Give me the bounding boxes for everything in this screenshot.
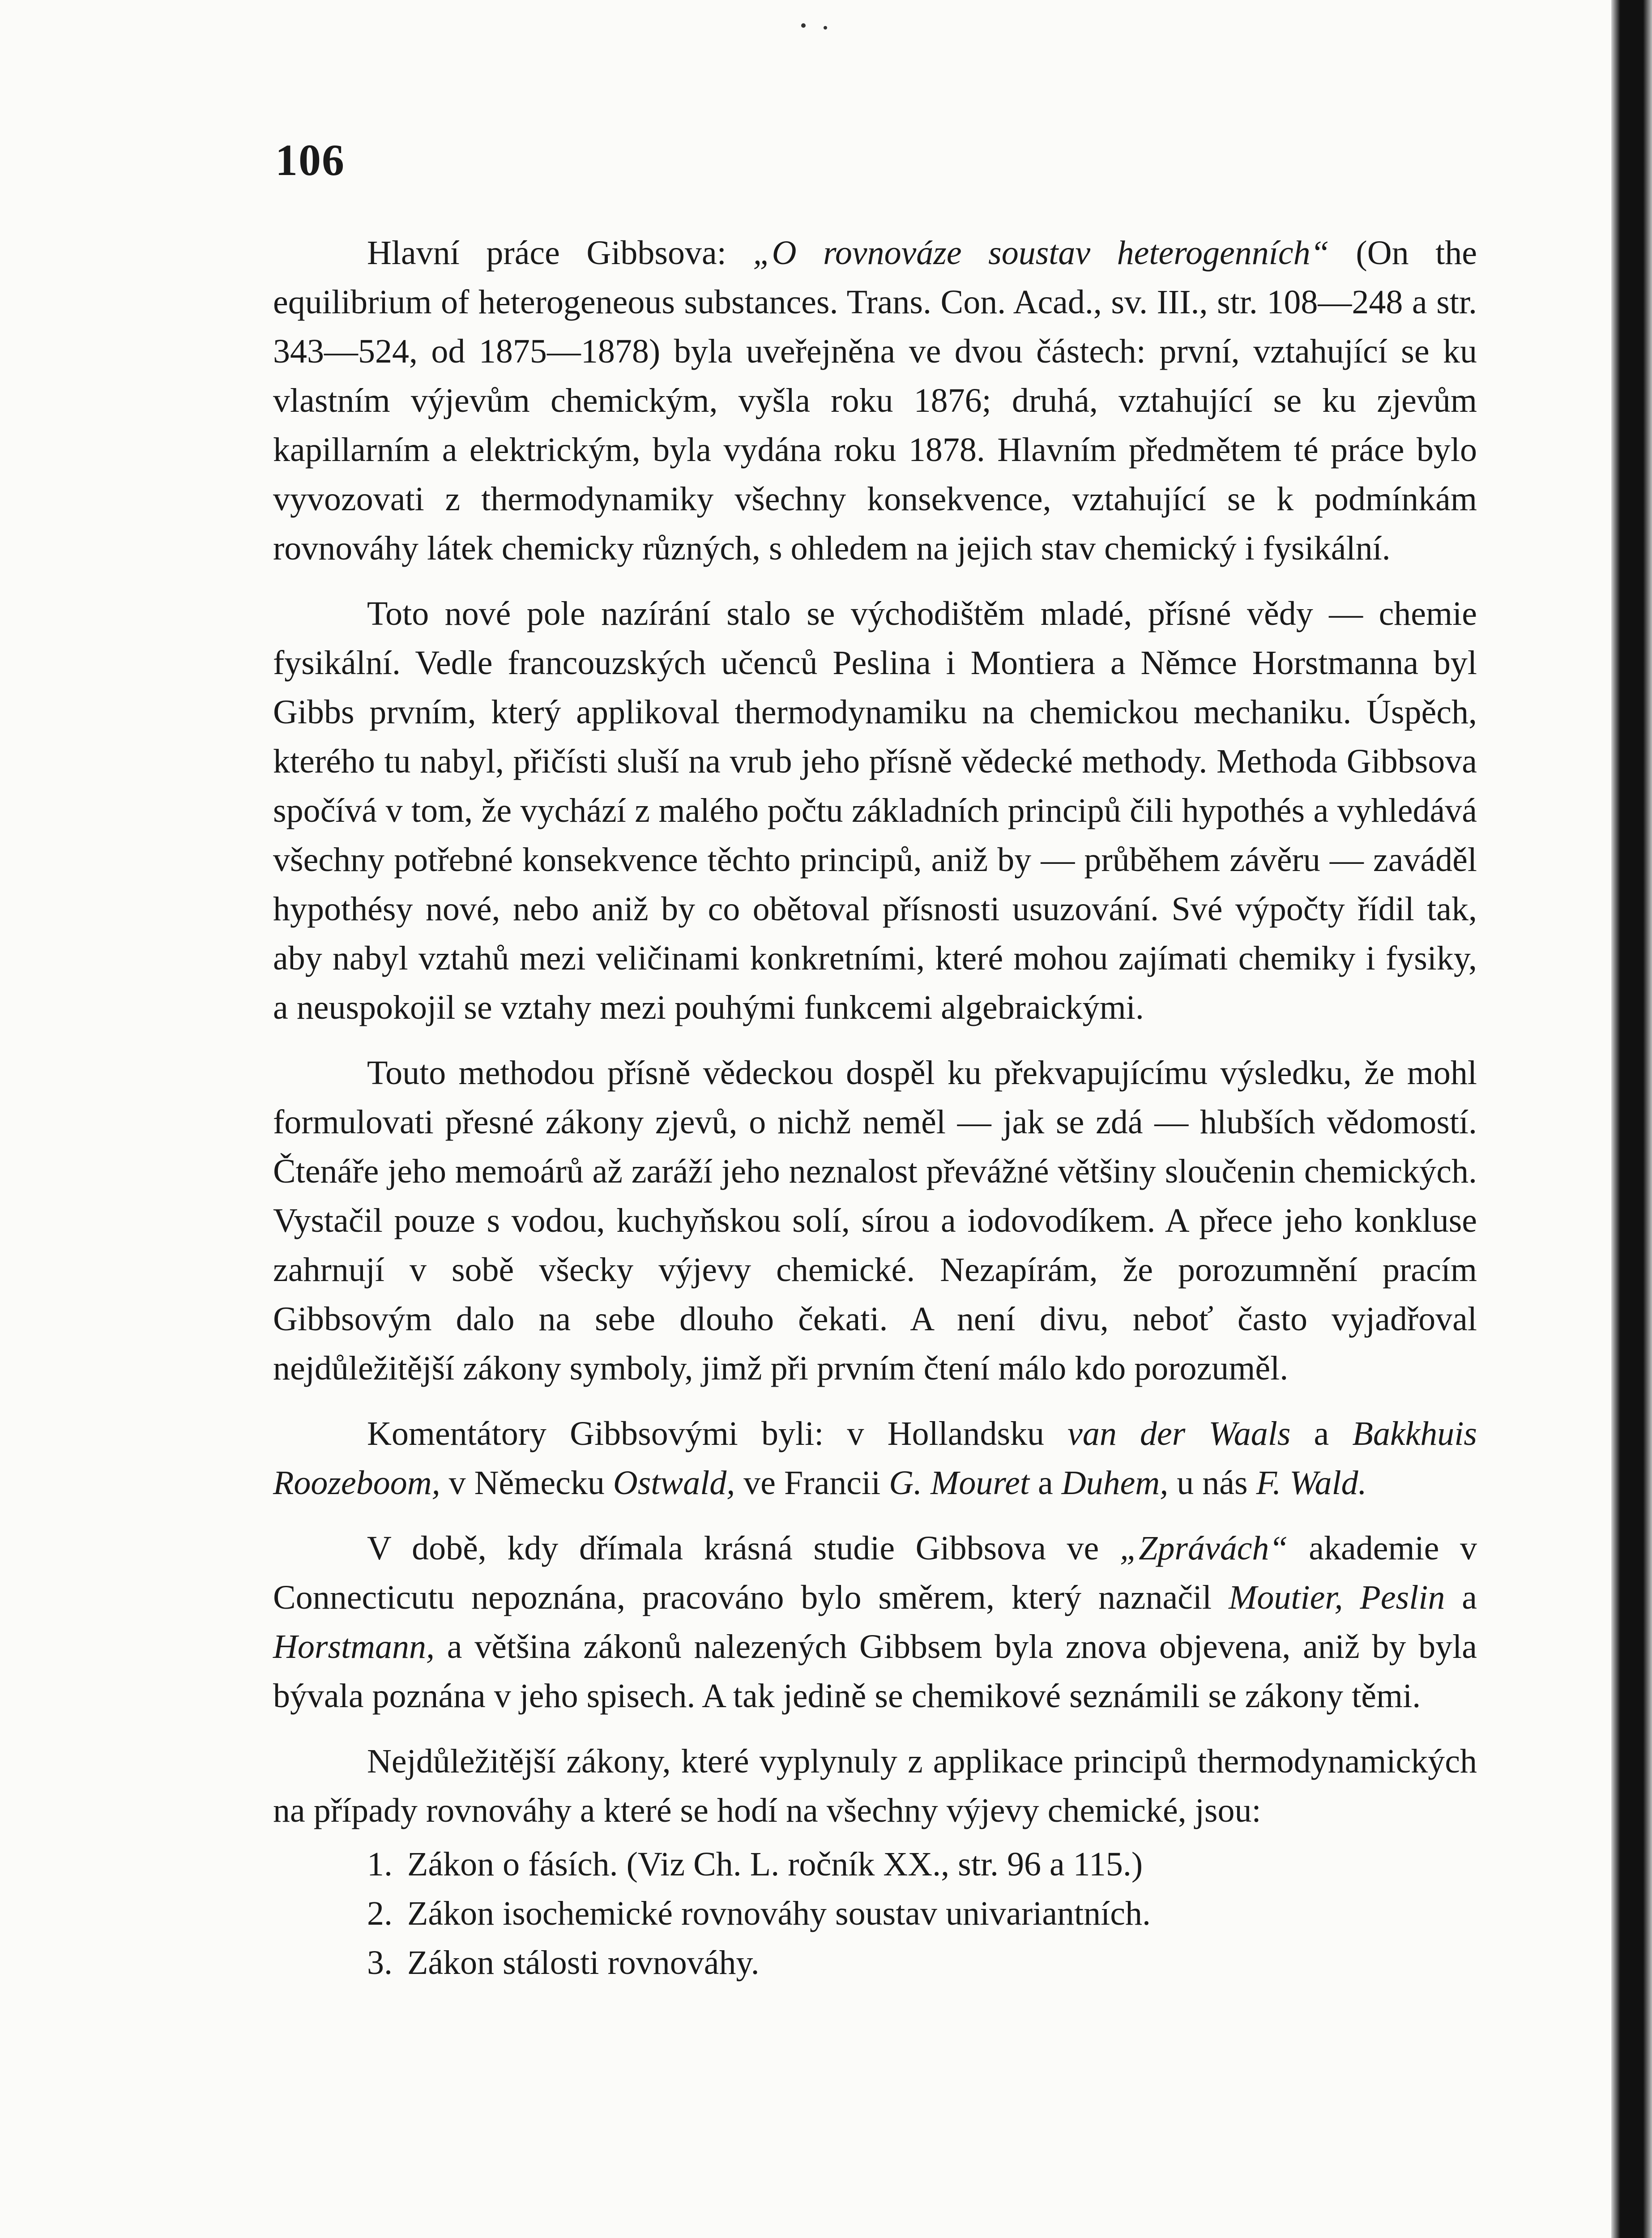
scan-speck — [801, 23, 806, 28]
list-item — [273, 1889, 1477, 1938]
scan-speck — [824, 26, 827, 30]
text-run: Touto methodou přísně vědeckou dospěl ku překvapujícímu výsledku, že mohl formulovati přesné zákony zjevů, o nichž neměl — jak se zdá — hlubších vědomostí. Čtenáře jeho memoárů až zaráží jeho neznalost převážné většiny sloučenin chemických. Vystačil pouze s vodou, kuchyňskou solí, sírou a iodovodíkem. A přece jeho konkluse zahrnují v sobě všecky výjevy chemické. Nezapírám, že porozumnění pracím Gibbsovým dalo na sebe dlouho čekati. A není divu, neboť často vyjadřoval nejdůležitější zákony symboly, jimž při prvním čtení málo kdo porozuměl. — [273, 1054, 1477, 1387]
text-run: a většina zákonů nalezených Gibbsem byla znova objevena, aniž by byla bývala poznána v jeho spisech. A tak jedině se chemikové seznámili se zákony těmi. — [273, 1628, 1477, 1715]
text-run: ve Francii — [735, 1464, 889, 1502]
paragraph — [273, 1048, 1477, 1393]
paragraph — [273, 589, 1477, 1032]
italic-text: „O rovnováze soustav heterogenních“ — [753, 234, 1329, 272]
list-number: 1. — [367, 1845, 393, 1883]
paragraph — [273, 1737, 1477, 1835]
italic-text: van der Waals — [1067, 1415, 1291, 1452]
italic-text: Moutier, Peslin — [1229, 1579, 1445, 1616]
italic-text: G. Mouret — [889, 1464, 1030, 1502]
italic-text: F. Wald. — [1256, 1464, 1367, 1502]
text-run: Toto nové pole nazírání stalo se východištěm mladé, přísné vědy — chemie fysikální. Vedle francouzských učenců Peslina i Montiera a Němce Horstmanna byl Gibbs prvním, který applikoval thermodynamiku na chemickou mechaniku. Úspěch, kterého tu nabyl, přičísti sluší na vrub jeho přísně vědecké methody. Methoda Gibbsova spočívá v tom, že vychází z malého počtu základních principů čili hypothés a vyhledává všechny potřebné konsekvence těchto principů, aniž by — průběhem závěru — zaváděl hypothésy nové, nebo aniž by co obětoval přísnosti usuzování. Své výpočty řídil tak, aby nabyl vztahů mezi veličinami konkretními, které mohou zajímati chemiky i fysiky, a neuspokojil se vztahy mezi pouhými funkcemi algebraickými. — [273, 595, 1477, 1026]
text-run: a — [1290, 1415, 1353, 1452]
page-number: 106 — [275, 135, 345, 185]
list-item — [273, 1840, 1477, 1889]
body-text — [273, 228, 1477, 1987]
text-run: Nejdůležitější zákony, které vyplynuly z applikace principů thermodynamických na případy rovnováhy a které se hodí na všechny výjevy chemické, jsou: — [273, 1743, 1477, 1829]
list-number: 2. — [367, 1895, 393, 1932]
list-item — [273, 1938, 1477, 1987]
paragraph — [273, 228, 1477, 573]
list-text: Zákon stálosti rovnováhy. — [407, 1944, 760, 1982]
text-run: a — [1445, 1579, 1477, 1616]
paragraph — [273, 1524, 1477, 1721]
laws-list — [273, 1840, 1477, 1987]
list-text: Zákon o fásích. (Viz Ch. L. ročník XX., str. 96 a 115.) — [407, 1845, 1143, 1883]
italic-text: Duhem, — [1061, 1464, 1169, 1502]
text-run: Hlavní práce Gibbsova: — [367, 234, 753, 272]
italic-text: Ostwald, — [613, 1464, 735, 1502]
italic-text: Bakkhuis Roozeboom, — [273, 1415, 1477, 1502]
italic-text: Horstmann, — [273, 1628, 435, 1666]
text-run: a — [1029, 1464, 1062, 1502]
text-run: V době, kdy dřímala krásná studie Gibbsova ve — [367, 1529, 1120, 1567]
text-run: v Německu — [440, 1464, 613, 1502]
italic-text: „Zprávách“ — [1119, 1529, 1288, 1567]
scan-edge-shadow — [1611, 0, 1652, 2238]
text-run: akademie v Connecticutu nepoznána, pracováno bylo směrem, který naznačil — [273, 1529, 1477, 1616]
text-run: u nás — [1168, 1464, 1256, 1502]
text-run: (On the equilibrium of heterogeneous substances. Trans. Con. Acad., sv. III., str. 108—248 a str. 343—524, od 1875—1878) byla uveřejněna ve dvou částech: první, vztahující se ku vlastním výjevům chemickým, vyšla roku 1876; druhá, vztahující se ku zjevům kapillarním a elektrickým, byla vydána roku 1878. Hlavním předmětem té práce bylo vyvozovati z thermodynamiky všechny konsekvence, vztahující se k podmínkám rovnováhy látek chemicky různých, s ohledem na jejich stav chemický i fysikální. — [273, 234, 1477, 567]
list-number: 3. — [367, 1944, 393, 1982]
text-run: Komentátory Gibbsovými byli: v Hollandsku — [367, 1415, 1068, 1452]
list-text: Zákon isochemické rovnováhy soustav univariantních. — [407, 1895, 1151, 1932]
paragraph — [273, 1409, 1477, 1508]
